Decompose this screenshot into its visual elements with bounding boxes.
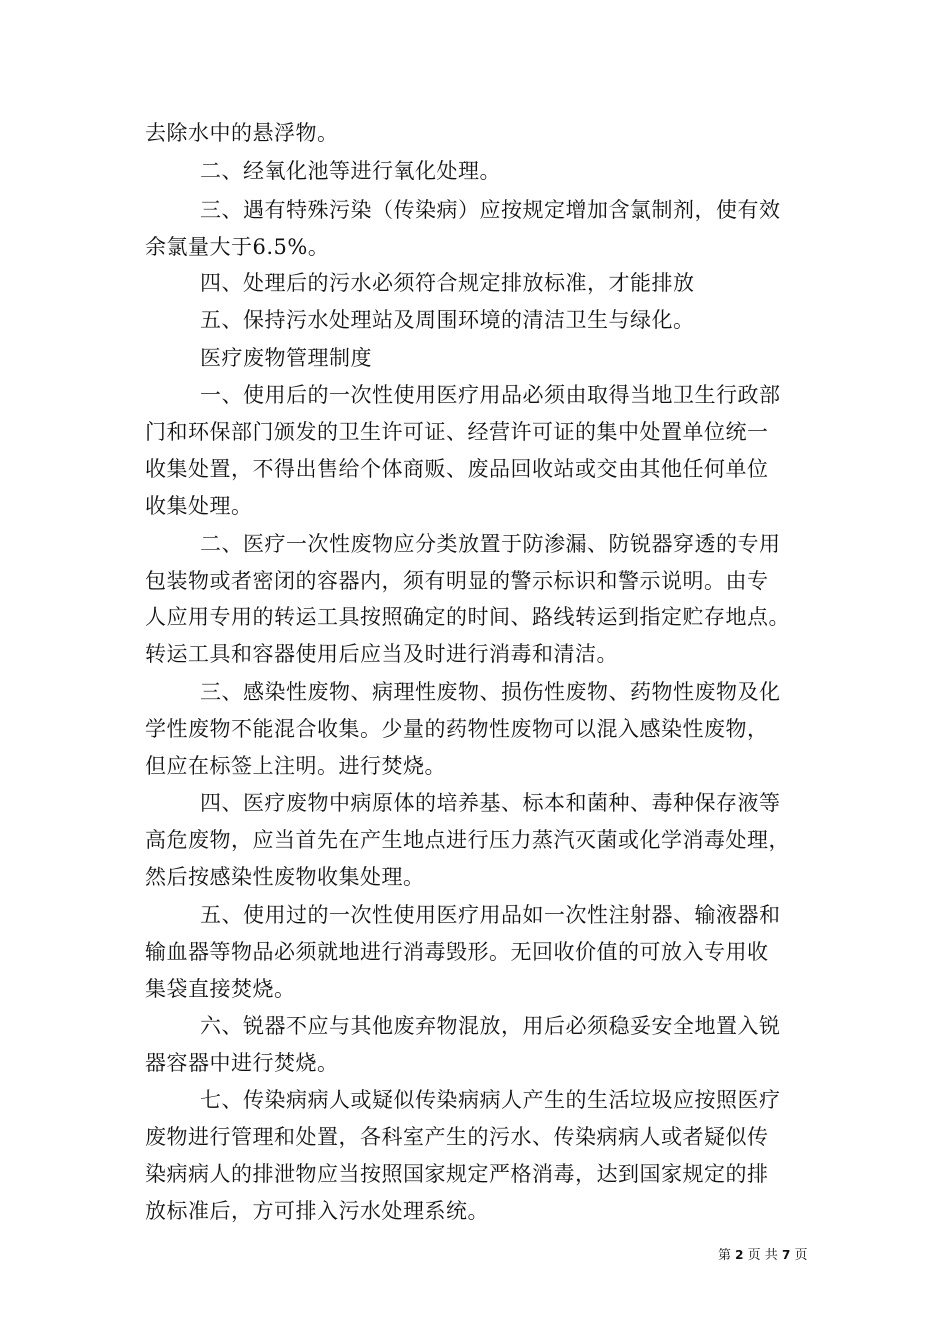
text-line: 收集处理。 — [145, 494, 253, 518]
section-heading: 医疗废物管理制度 — [200, 346, 372, 370]
text-line: 集袋直接焚烧。 — [145, 977, 296, 1001]
text-line: 染病病人的排泄物应当按照国家规定严格消毒，达到国家规定的排 — [145, 1162, 769, 1186]
text-line: 学性废物不能混合收集。少量的药物性废物可以混入感染性废物， — [145, 717, 769, 741]
footer-suffix: 页 — [794, 1248, 808, 1263]
text-line: 四、处理后的污水必须符合规定排放标准，才能排放 — [200, 271, 695, 295]
text-line: 人应用专用的转运工具按照确定的时间、路线转运到指定贮存地点。 — [145, 605, 790, 629]
text-line: 高危废物，应当首先在产生地点进行压力蒸汽灭菌或化学消毒处理， — [145, 828, 790, 852]
text-line: 但应在标签上注明。进行焚烧。 — [145, 754, 446, 778]
text-line: 收集处置，不得出售给个体商贩、废品回收站或交由其他任何单位 — [145, 457, 769, 481]
footer-middle: 页 共 — [747, 1248, 778, 1263]
text-line: 转运工具和容器使用后应当及时进行消毒和清洁。 — [145, 642, 618, 666]
total-page-count: 7 — [781, 1248, 791, 1262]
text-line: 五、使用过的一次性使用医疗用品如一次性注射器、输液器和 — [200, 903, 781, 927]
text-line: 门和环保部门颁发的卫生许可证、经营许可证的集中处置单位统一 — [145, 420, 769, 444]
current-page-number: 2 — [735, 1248, 744, 1262]
text-line: 六、锐器不应与其他废弃物混放，用后必须稳妥安全地置入锐 — [200, 1014, 781, 1038]
footer-prefix: 第 — [718, 1248, 732, 1263]
text-line: 一、使用后的一次性使用医疗用品必须由取得当地卫生行政部 — [200, 383, 781, 407]
text-line: 五、保持污水处理站及周围环境的清洁卫生与绿化。 — [200, 308, 695, 332]
text-line: 废物进行管理和处置，各科室产生的污水、传染病病人或者疑似传 — [145, 1125, 769, 1149]
text-line: 放标准后，方可排入污水处理系统。 — [145, 1199, 489, 1223]
text-line: 四、医疗废物中病原体的培养基、标本和菌种、毒种保存液等 — [200, 791, 781, 815]
text-line: 然后按感染性废物收集处理。 — [145, 865, 425, 889]
text-line: 三、遇有特殊污染（传染病）应按规定增加含氯制剂，使有效 — [200, 198, 781, 222]
text-line: 二、医疗一次性废物应分类放置于防渗漏、防锐器穿透的专用 — [200, 532, 781, 556]
text-line: 输血器等物品必须就地进行消毒毁形。无回收价值的可放入专用收 — [145, 940, 769, 964]
text-line: 去除水中的悬浮物。 — [145, 121, 339, 145]
text-line: 七、传染病病人或疑似传染病病人产生的生活垃圾应按照医疗 — [200, 1088, 781, 1112]
text-line: 包装物或者密闭的容器内，须有明显的警示标识和警示说明。由专 — [145, 569, 769, 593]
text-line: 器容器中进行焚烧。 — [145, 1051, 339, 1075]
page-number-footer — [718, 1246, 807, 1265]
text-line: 余氯量大于6.5%。 — [145, 235, 330, 259]
text-line: 三、感染性废物、病理性废物、损伤性废物、药物性废物及化 — [200, 680, 781, 704]
text-line: 二、经氧化池等进行氧化处理。 — [200, 159, 501, 183]
